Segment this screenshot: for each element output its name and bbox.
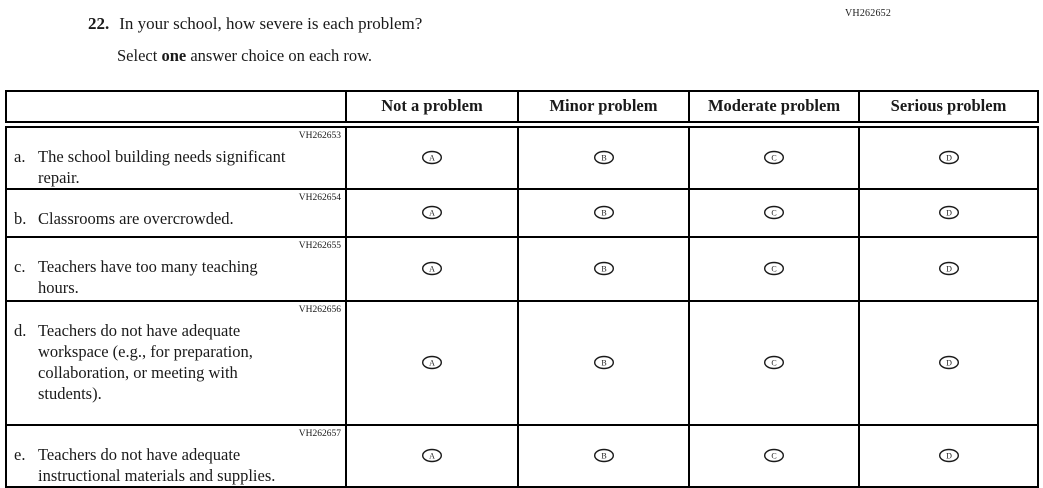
item-statement-cell [6, 237, 346, 301]
item-statement-cell [6, 301, 346, 425]
svg-text:B: B [600, 208, 607, 218]
svg-text:B: B [600, 451, 607, 461]
question-instruction [117, 46, 372, 66]
answer-cell-serious-problem[interactable] [859, 189, 1038, 237]
answer-cell-moderate-problem[interactable] [689, 425, 859, 487]
answer-cell-serious-problem[interactable] [859, 301, 1038, 425]
table-row [6, 301, 1038, 425]
answer-cell-serious-problem[interactable] [859, 237, 1038, 301]
item-letter: a. [14, 146, 26, 166]
answer-oval-icon[interactable] [593, 355, 615, 370]
svg-text:C: C [771, 153, 777, 163]
row-accession-code: VH262657 [298, 428, 341, 439]
svg-text:D: D [945, 208, 952, 218]
svg-text:A: A [429, 153, 435, 163]
table-row [6, 425, 1038, 487]
table-row [6, 237, 1038, 301]
table-row [6, 124, 1038, 189]
answer-oval-icon[interactable] [763, 355, 785, 370]
answer-oval-icon[interactable] [938, 355, 960, 370]
answer-cell-minor-problem[interactable] [518, 301, 689, 425]
answer-cell-minor-problem[interactable] [518, 189, 689, 237]
answer-cell-not-a-problem[interactable] [346, 189, 518, 237]
answer-cell-minor-problem[interactable] [518, 124, 689, 189]
header-cell-not-a-problem: Not a problem [346, 91, 518, 124]
answer-cell-serious-problem[interactable] [859, 425, 1038, 487]
header-cell-blank [6, 91, 346, 124]
header-cell-moderate-problem: Moderate problem [689, 91, 859, 124]
item-letter: c. [14, 256, 26, 276]
answer-oval-icon[interactable] [938, 150, 960, 165]
question-accession-code: VH262652 [845, 8, 892, 19]
svg-text:C: C [771, 358, 777, 368]
svg-text:D: D [945, 358, 952, 368]
item-text: Teachers do not have adequate instructional materials and supplies. [38, 444, 276, 485]
item-text: Teachers have too many teaching hours. [38, 256, 258, 297]
instruction-prefix: Select [117, 46, 162, 65]
answer-oval-icon[interactable] [421, 150, 443, 165]
row-accession-code: VH262653 [298, 130, 341, 141]
answer-oval-icon[interactable] [763, 150, 785, 165]
answer-cell-moderate-problem[interactable] [689, 237, 859, 301]
header-row [6, 91, 1038, 124]
answer-oval-icon[interactable] [421, 355, 443, 370]
header-cell-minor-problem: Minor problem [518, 91, 689, 124]
answer-cell-serious-problem[interactable] [859, 124, 1038, 189]
item-statement-cell [6, 189, 346, 237]
answer-cell-not-a-problem[interactable] [346, 301, 518, 425]
svg-text:D: D [945, 264, 952, 274]
answer-cell-moderate-problem[interactable] [689, 124, 859, 189]
answer-oval-icon[interactable] [938, 448, 960, 463]
instruction-suffix: answer choice on each row. [186, 46, 373, 65]
answer-oval-icon[interactable] [593, 205, 615, 220]
table-row [6, 189, 1038, 237]
answer-cell-minor-problem[interactable] [518, 425, 689, 487]
item-statement-cell [6, 425, 346, 487]
item-statement-cell [6, 124, 346, 189]
answer-oval-icon[interactable] [593, 261, 615, 276]
svg-text:D: D [945, 451, 952, 461]
answer-oval-icon[interactable] [763, 261, 785, 276]
answer-oval-icon[interactable] [763, 448, 785, 463]
item-text: Classrooms are overcrowded. [38, 208, 234, 228]
svg-text:A: A [429, 451, 435, 461]
row-accession-code: VH262655 [298, 240, 341, 251]
svg-text:C: C [771, 208, 777, 218]
answer-oval-icon[interactable] [593, 150, 615, 165]
item-letter: e. [14, 444, 26, 464]
item-text: Teachers do not have adequate workspace (e.g., for preparation, collaboration, or meeting with students). [38, 320, 253, 403]
answer-oval-icon[interactable] [763, 205, 785, 220]
svg-text:B: B [600, 358, 607, 368]
item-letter: d. [14, 320, 27, 340]
answer-cell-moderate-problem[interactable] [689, 189, 859, 237]
answer-cell-not-a-problem[interactable] [346, 237, 518, 301]
svg-text:A: A [429, 264, 435, 274]
answer-cell-not-a-problem[interactable] [346, 425, 518, 487]
answer-oval-icon[interactable] [938, 205, 960, 220]
answer-oval-icon[interactable] [421, 205, 443, 220]
answer-cell-moderate-problem[interactable] [689, 301, 859, 425]
question-number: 22. [88, 14, 110, 33]
svg-text:C: C [771, 264, 777, 274]
answer-matrix-table [5, 90, 1039, 488]
svg-text:D: D [945, 153, 952, 163]
row-accession-code: VH262656 [298, 304, 341, 315]
svg-text:C: C [771, 451, 777, 461]
answer-cell-minor-problem[interactable] [518, 237, 689, 301]
item-letter: b. [14, 208, 27, 228]
answer-oval-icon[interactable] [593, 448, 615, 463]
answer-oval-icon[interactable] [938, 261, 960, 276]
answer-oval-icon[interactable] [421, 448, 443, 463]
svg-text:B: B [600, 153, 607, 163]
answer-cell-not-a-problem[interactable] [346, 124, 518, 189]
question-text: In your school, how severe is each problem? [119, 14, 423, 33]
svg-text:A: A [429, 358, 435, 368]
question-heading [88, 13, 422, 35]
row-accession-code: VH262654 [298, 192, 341, 203]
svg-text:B: B [600, 264, 607, 274]
answer-oval-icon[interactable] [421, 261, 443, 276]
item-text: The school building needs significant repair. [38, 146, 286, 187]
instruction-bold-word: one [161, 46, 187, 65]
svg-text:A: A [429, 208, 435, 218]
header-cell-serious-problem: Serious problem [859, 91, 1038, 124]
